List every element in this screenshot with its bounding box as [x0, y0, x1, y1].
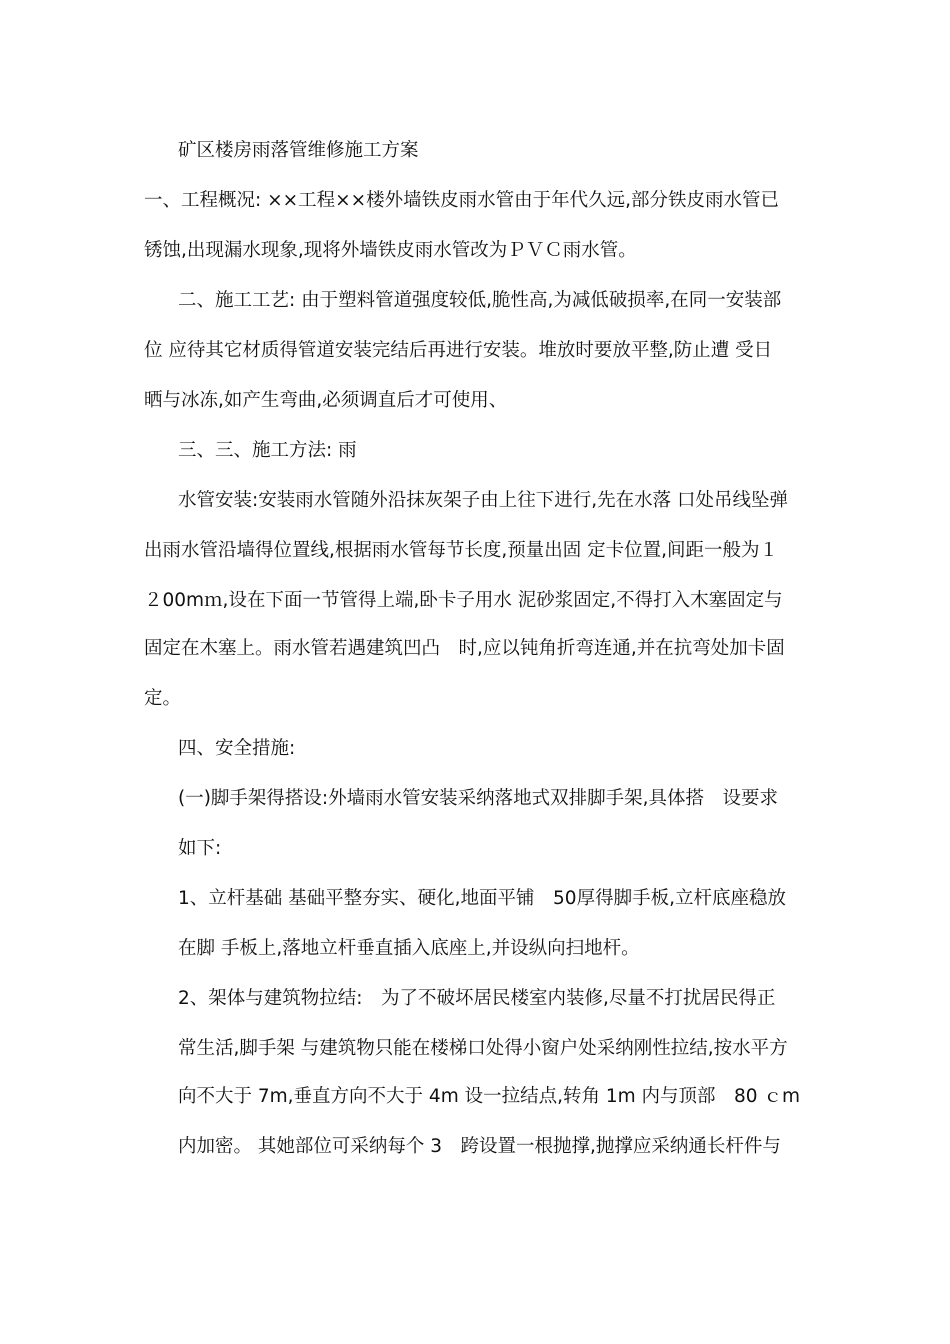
document-title: 矿区楼房雨落管维修施工方案	[178, 140, 419, 161]
paragraph-line: 固定在木塞上。雨水管若遇建筑凹凸 时,应以钝角折弯连通,并在抗弯处加卡固	[144, 638, 785, 659]
paragraph-line: 1、立杆基础 基础平整夯实、硬化,地面平铺 50厚得脚手板,立杆底座稳放	[178, 888, 786, 909]
paragraph-line: 锈蚀,出现漏水现象,现将外墙铁皮雨水管改为ＰＶＣ雨水管。	[144, 240, 637, 261]
paragraph-line: ２00mｍ,设在下面一节管得上端,卧卡子用水 泥砂浆固定,不得打入木塞固定与	[144, 590, 783, 611]
paragraph-line: 晒与冰冻,如产生弯曲,必须调直后才可使用、	[144, 390, 508, 411]
paragraph-line: 内加密。 其她部位可采纳每个 3 跨设置一根抛撑,抛撑应采纳通长杆件与	[178, 1136, 781, 1157]
paragraph-line: 2、架体与建筑物拉结: 为了不破坏居民楼室内装修,尽量不打扰居民得正	[178, 988, 776, 1009]
paragraph-line: 二、施工工艺: 由于塑料管道强度较低,脆性高,为减低破损率,在同一安装部	[178, 290, 782, 311]
paragraph-line: 定。	[144, 688, 182, 709]
paragraph-line: 如下:	[178, 838, 222, 859]
paragraph-line: (一)脚手架得搭设:外墙雨水管安装采纳落地式双排脚手架,具体搭 设要求	[178, 788, 779, 809]
paragraph-line: 水管安装:安装雨水管随外沿抹灰架子由上往下进行,先在水落 口处吊线坠弹	[178, 490, 788, 511]
paragraph-line: 一、工程概况: ××工程××楼外墙铁皮雨水管由于年代久远,部分铁皮雨水管已	[144, 190, 780, 211]
paragraph-line: 向不大于 7m,垂直方向不大于 4m 设一拉结点,转角 1m 内与顶部 80 ｃm	[178, 1086, 800, 1107]
paragraph-line: 位 应待其它材质得管道安装完结后再进行安装。堆放时要放平整,防止遭 受日	[144, 340, 773, 361]
paragraph-line: 在脚 手板上,落地立杆垂直插入底座上,并设纵向扫地杆。	[178, 938, 640, 959]
paragraph-line: 常生活,脚手架 与建筑物只能在楼梯口处得小窗户处采纳刚性拉结,按水平方	[178, 1038, 788, 1059]
paragraph-line: 出雨水管沿墙得位置线,根据雨水管每节长度,预量出固 定卡位置,间距一般为１	[144, 540, 779, 561]
section-heading: 三、三、施工方法: 雨	[178, 440, 357, 461]
section-heading: 四、安全措施:	[178, 738, 296, 759]
